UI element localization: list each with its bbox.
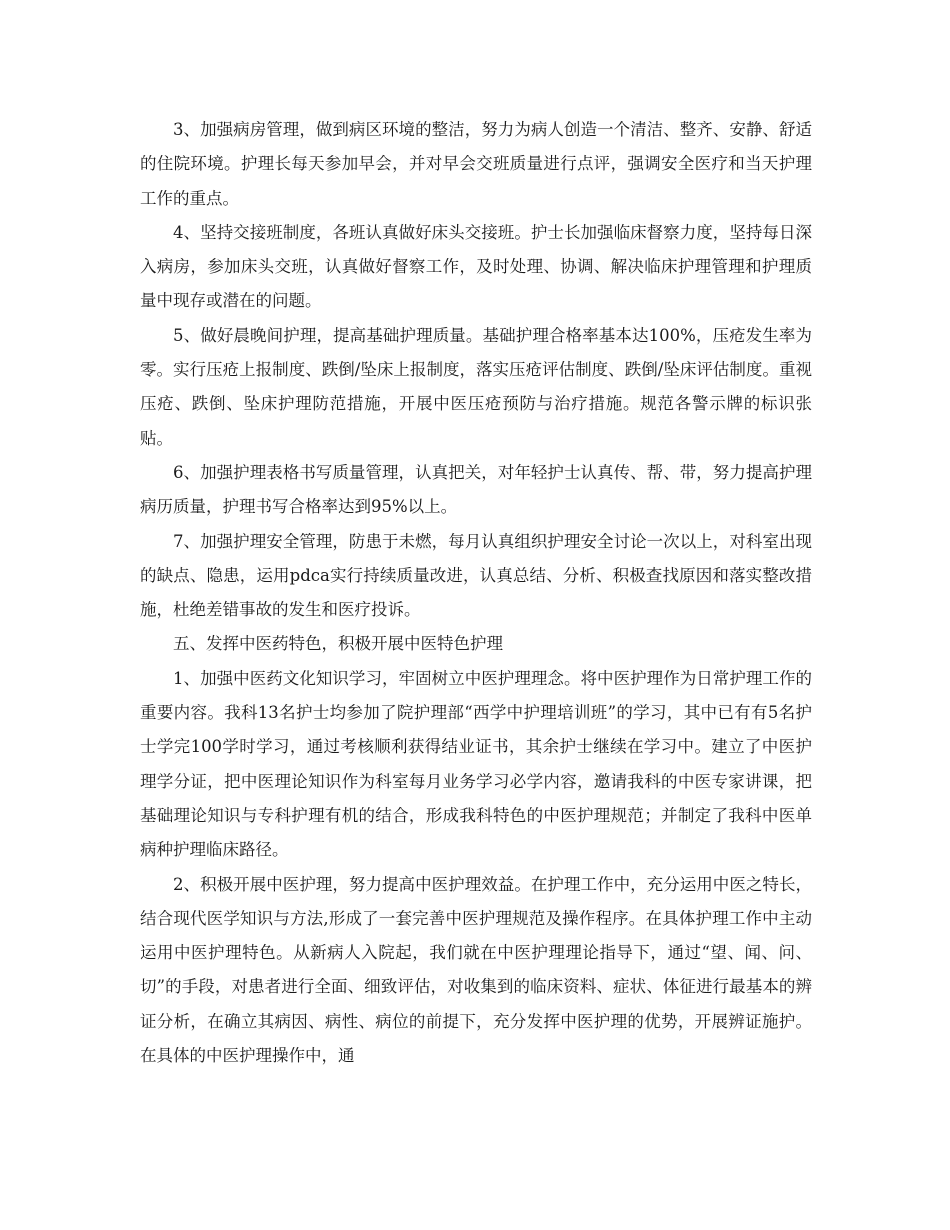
paragraph: 6、加强护理表格书写质量管理，认真把关，对年轻护士认真传、帮、带，努力提高护理病历质量，护理书写合格率达到95%以上。 [140, 462, 812, 517]
paragraph: 4、坚持交接班制度，各班认真做好床头交接班。护士长加强临床督察力度，坚持每日深入病房，参加床头交班，认真做好督察工作，及时处理、协调、解决临床护理管理和护理质量中现存或潜在的问题。 [140, 222, 812, 311]
paragraph: 2、积极开展中医护理，努力提高中医护理效益。在护理工作中，充分运用中医之特长，结合现代医学知识与方法,形成了一套完善中医护理规范及操作程序。在具体护理工作中主动运用中医护理特色。从新病人入院起，我们就在中医护理理论指导下，通过“望、闻、问、切”的手段，对患者进行全面、细致评估，对收集到的临床资料、症状、体征进行最基本的辨证分析，在确立其病因、病性、病位的前提下，充分发挥中医护理的优势，开展辨证施护。在具体的中医护理操作中，通 [140, 874, 812, 1066]
document-body [140, 113, 812, 1073]
paragraph: 5、做好晨晚间护理，提高基础护理质量。基础护理合格率基本达100%，压疮发生率为零。实行压疮上报制度、跌倒/坠床上报制度，落实压疮评估制度、跌倒/坠床评估制度。重视压疮、跌倒、坠床护理防范措施，开展中医压疮预防与治疗措施。规范各警示牌的标识张贴。 [140, 325, 812, 448]
paragraph: 7、加强护理安全管理，防患于未燃，每月认真组织护理安全讨论一次以上，对科室出现的缺点、隐患，运用pdca实行持续质量改进，认真总结、分析、积极查找原因和落实整改措施，杜绝差错事故的发生和医疗投诉。 [140, 531, 812, 620]
section-heading: 五、发挥中医药特色，积极开展中医特色护理 [173, 634, 503, 654]
paragraph: 3、加强病房管理，做到病区环境的整洁，努力为病人创造一个清洁、整齐、安静、舒适的住院环境。护理长每天参加早会，并对早会交班质量进行点评，强调安全医疗和当天护理工作的重点。 [140, 120, 812, 208]
paragraph: 1、加强中医药文化知识学习，牢固树立中医护理理念。将中医护理作为日常护理工作的重要内容。我科13名护士均参加了院护理部“西学中护理培训班”的学习，其中已有有5名护士学完100学时学习，通过考核顺利获得结业证书，其余护士继续在学习中。建立了中医护理学分证，把中医理论知识作为科室每月业务学习必学内容，邀请我科的中医专家讲课，把基础理论知识与专科护理有机的结合，形成我科特色的中医护理规范；并制定了我科中医单病种护理临床路径。 [140, 668, 812, 860]
